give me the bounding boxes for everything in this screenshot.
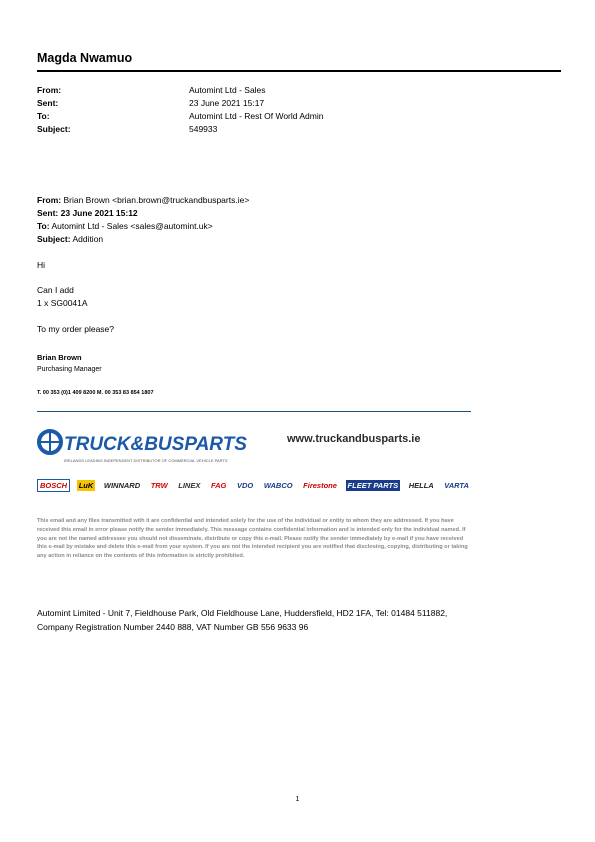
to-label: To: [37,111,50,121]
legal-disclaimer: This email and any files transmitted with it are confidential and intended solely for the use of the individual or entity to whom they are addressed. If you have received this email in error please notify the sender immediately. This message contains confidential information and is intended only for the individual named. If you are not the named addressee you should not disseminate, distribute or copy this e-mail. Please notify the sender immediately by e-mail if you have received this e-mail by mistake and delete this e-mail from your system. If you are not the intended recipient you are notified that disclosing, copying, distributing or taking any action in reliance on the contents of this information is strictly prohibited. [37,518,468,560]
brand-fleet-parts: FLEET PARTS [347,480,399,490]
brand-hella: HELLA [408,480,434,490]
brand-firestone: Firestone [303,480,337,490]
sent-value: 23 June 2021 15:17 [189,98,265,108]
forwarded-to: To: Automint Ltd - Sales <sales@automint.uk> [37,221,213,231]
from-value: Automint Ltd - Sales [189,85,266,95]
forwarded-from-value[interactable]: Brian Brown <brian.brown@truckandbusparts.ie> [63,195,250,205]
signature-title: Purchasing Manager [37,366,102,373]
brand-luk: LuK [78,480,94,490]
body-line-1: Can I add [37,285,74,295]
to-value: Automint Ltd - Rest Of World Admin [189,111,324,121]
footer-line-1: Automint Limited - Unit 7, Fieldhouse Park, Old Fieldhouse Lane, Huddersfield, HD2 1FA, Tel: 01484 511882, [37,608,448,618]
company-footer [37,606,567,634]
header-divider [37,70,561,72]
from-label: From: [37,85,62,95]
brand-vdo: VDO [236,480,254,490]
sent-label: Sent: [37,98,59,108]
brand-bosch: BOSCH [37,479,70,492]
subject-label: Subject: [37,124,71,134]
page-number: 1 [295,796,300,803]
truck-and-bus-parts-logo[interactable] [37,420,247,472]
brand-trw: TRW [150,480,168,490]
brand-winnard: WINNARD [103,480,141,490]
brand-logo-strip [37,474,471,496]
website-url[interactable]: www.truckandbusparts.ie [287,433,421,445]
forwarded-from: From: Brian Brown <brian.brown@truckandbusparts.ie> [37,195,250,205]
signature-divider [37,411,471,412]
brand-fag: FAG [210,480,227,490]
footer-line-2: Company Registration Number 2440 888, VAT Number GB 556 9633 96 [37,622,309,632]
forwarded-sent: Sent: 23 June 2021 15:12 [37,208,138,218]
signature-phones: T. 00 353 (0)1 409 8200 M. 00 353 83 854 1807 [37,390,154,396]
brand-wabco: WABCO [263,480,293,490]
forwarded-subject: Subject: Addition [37,234,104,244]
brand-linex: LINEX [178,480,201,490]
body-line-3: To my order please? [37,324,115,334]
brand-varta: VARTA [444,480,469,490]
svg-text:TRUCK&BUSPARTS: TRUCK&BUSPARTS [64,434,247,455]
sender-name: Magda Nwamuo [37,51,133,65]
signature-name: Brian Brown [37,353,82,362]
forwarded-to-value[interactable]: Automint Ltd - Sales <sales@automint.uk> [51,221,213,231]
subject-value: 549933 [189,124,218,134]
body-line-2: 1 x SG0041A [37,298,88,308]
svg-text:IRELANDS LEADING INDEPENDENT D: IRELANDS LEADING INDEPENDENT DISTRIBUTOR OF COMMERCIAL VEHICLE PARTS [64,458,228,463]
greeting: Hi [37,260,46,270]
